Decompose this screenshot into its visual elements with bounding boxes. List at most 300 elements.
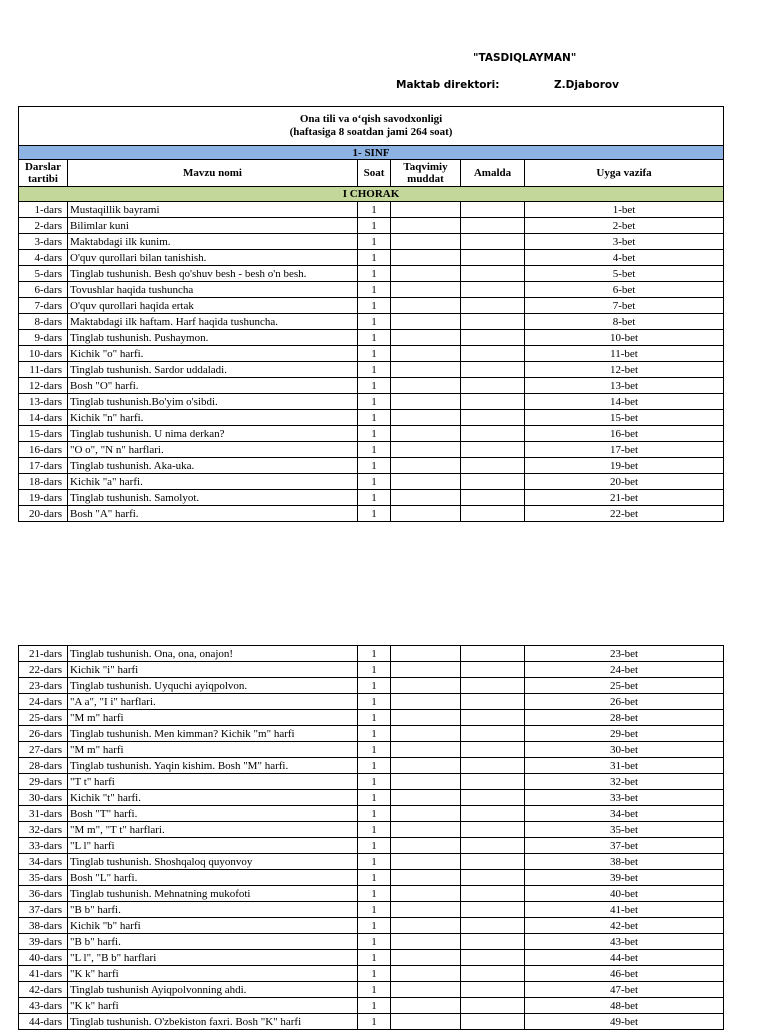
- lesson-hours: 1: [358, 474, 391, 490]
- lesson-topic: "K k" harfi: [68, 966, 358, 982]
- table-row: [19, 490, 724, 506]
- lesson-number: 20-dars: [19, 506, 68, 522]
- lesson-hours: 1: [358, 742, 391, 758]
- grade-label: 1- SINF: [19, 146, 724, 160]
- lesson-topic: Kichik "a" harfi.: [68, 474, 358, 490]
- column-header-row: [19, 160, 724, 187]
- lesson-topic: Mustaqillik bayrami: [68, 202, 358, 218]
- lesson-hours: 1: [358, 394, 391, 410]
- table-row: [19, 758, 724, 774]
- lesson-number: 24-dars: [19, 694, 68, 710]
- table-row: [19, 202, 724, 218]
- lesson-topic: Tinglab tushunish. Shoshqaloq quyonvoy: [68, 854, 358, 870]
- homework-cell: 34-bet: [525, 806, 724, 822]
- col-header-order: Darslar tartibi: [19, 160, 68, 187]
- lesson-number: 27-dars: [19, 742, 68, 758]
- lesson-number: 9-dars: [19, 330, 68, 346]
- table-row: [19, 902, 724, 918]
- lesson-topic: Tinglab tushunish. Uyquchi ayiqpolvon.: [68, 678, 358, 694]
- actual-date-cell: [461, 886, 525, 902]
- homework-cell: 14-bet: [525, 394, 724, 410]
- planned-date-cell: [391, 218, 461, 234]
- lesson-topic: Bilimlar kuni: [68, 218, 358, 234]
- table-row: [19, 934, 724, 950]
- lesson-hours: 1: [358, 1014, 391, 1030]
- lesson-number: 25-dars: [19, 710, 68, 726]
- lesson-hours: 1: [358, 998, 391, 1014]
- lesson-number: 26-dars: [19, 726, 68, 742]
- homework-cell: 49-bet: [525, 1014, 724, 1030]
- homework-cell: 30-bet: [525, 742, 724, 758]
- lesson-hours: 1: [358, 410, 391, 426]
- homework-cell: 19-bet: [525, 458, 724, 474]
- actual-date-cell: [461, 902, 525, 918]
- planned-date-cell: [391, 234, 461, 250]
- lesson-hours: 1: [358, 758, 391, 774]
- planned-date-cell: [391, 1014, 461, 1030]
- lesson-topic: "M m" harfi: [68, 742, 358, 758]
- lesson-hours: 1: [358, 346, 391, 362]
- lesson-topic: Tinglab tushunish. O'zbekiston faxri. Bosh "K" harfi: [68, 1014, 358, 1030]
- homework-cell: 48-bet: [525, 998, 724, 1014]
- lesson-number: 36-dars: [19, 886, 68, 902]
- actual-date-cell: [461, 854, 525, 870]
- actual-date-cell: [461, 806, 525, 822]
- homework-cell: 6-bet: [525, 282, 724, 298]
- homework-cell: 29-bet: [525, 726, 724, 742]
- homework-cell: 2-bet: [525, 218, 724, 234]
- lesson-number: 14-dars: [19, 410, 68, 426]
- lesson-hours: 1: [358, 838, 391, 854]
- lesson-hours: 1: [358, 982, 391, 998]
- lesson-number: 34-dars: [19, 854, 68, 870]
- lesson-hours: 1: [358, 266, 391, 282]
- planned-date-cell: [391, 474, 461, 490]
- lesson-number: 6-dars: [19, 282, 68, 298]
- actual-date-cell: [461, 218, 525, 234]
- table-row: [19, 966, 724, 982]
- director-label: Maktab direktori:: [396, 79, 500, 91]
- lesson-number: 5-dars: [19, 266, 68, 282]
- homework-cell: 17-bet: [525, 442, 724, 458]
- table-row: [19, 694, 724, 710]
- actual-date-cell: [461, 394, 525, 410]
- homework-cell: 28-bet: [525, 710, 724, 726]
- lesson-topic: "L l" harfi: [68, 838, 358, 854]
- lesson-number: 31-dars: [19, 806, 68, 822]
- actual-date-cell: [461, 710, 525, 726]
- lesson-number: 10-dars: [19, 346, 68, 362]
- lesson-topic: Kichik "b" harfi: [68, 918, 358, 934]
- lesson-number: 43-dars: [19, 998, 68, 1014]
- lesson-number: 22-dars: [19, 662, 68, 678]
- planned-date-cell: [391, 362, 461, 378]
- lesson-topic: Tinglab tushunish. Ona, ona, onajon!: [68, 646, 358, 662]
- actual-date-cell: [461, 426, 525, 442]
- lesson-number: 41-dars: [19, 966, 68, 982]
- lesson-number: 32-dars: [19, 822, 68, 838]
- actual-date-cell: [461, 490, 525, 506]
- homework-cell: 15-bet: [525, 410, 724, 426]
- actual-date-cell: [461, 646, 525, 662]
- actual-date-cell: [461, 790, 525, 806]
- lesson-topic: Tinglab tushunish. Yaqin kishim. Bosh "M" harfi.: [68, 758, 358, 774]
- table-row: [19, 266, 724, 282]
- planned-date-cell: [391, 250, 461, 266]
- lesson-topic: Maktabdagi ilk haftam. Harf haqida tushuncha.: [68, 314, 358, 330]
- table-row: [19, 854, 724, 870]
- actual-date-cell: [461, 742, 525, 758]
- quarter-label: I CHORAK: [19, 187, 724, 202]
- lesson-number: 30-dars: [19, 790, 68, 806]
- homework-cell: 25-bet: [525, 678, 724, 694]
- actual-date-cell: [461, 410, 525, 426]
- planned-date-cell: [391, 694, 461, 710]
- lesson-topic: "M m" harfi: [68, 710, 358, 726]
- actual-date-cell: [461, 266, 525, 282]
- planned-date-cell: [391, 902, 461, 918]
- actual-date-cell: [461, 774, 525, 790]
- lesson-hours: 1: [358, 426, 391, 442]
- table-row: [19, 822, 724, 838]
- lesson-number: 17-dars: [19, 458, 68, 474]
- planned-date-cell: [391, 506, 461, 522]
- lesson-number: 40-dars: [19, 950, 68, 966]
- lesson-topic: Tinglab tushunish. Samolyot.: [68, 490, 358, 506]
- table-row: [19, 726, 724, 742]
- table-row: [19, 982, 724, 998]
- table-row: [19, 410, 724, 426]
- table-title: [19, 107, 724, 146]
- planned-date-cell: [391, 458, 461, 474]
- lesson-hours: 1: [358, 250, 391, 266]
- table-row: [19, 474, 724, 490]
- lesson-topic: Tinglab tushunish. Pushaymon.: [68, 330, 358, 346]
- actual-date-cell: [461, 250, 525, 266]
- lesson-hours: 1: [358, 362, 391, 378]
- homework-cell: 32-bet: [525, 774, 724, 790]
- homework-cell: 38-bet: [525, 854, 724, 870]
- lesson-number: 33-dars: [19, 838, 68, 854]
- lesson-number: 38-dars: [19, 918, 68, 934]
- homework-cell: 46-bet: [525, 966, 724, 982]
- table-row: [19, 282, 724, 298]
- homework-cell: 12-bet: [525, 362, 724, 378]
- lesson-topic: O'quv qurollari bilan tanishish.: [68, 250, 358, 266]
- actual-date-cell: [461, 314, 525, 330]
- lesson-hours: 1: [358, 314, 391, 330]
- actual-date-cell: [461, 346, 525, 362]
- approval-heading: "TASDIQLAYMAN": [473, 52, 577, 64]
- lesson-number: 2-dars: [19, 218, 68, 234]
- table-row: [19, 790, 724, 806]
- actual-date-cell: [461, 202, 525, 218]
- lesson-number: 29-dars: [19, 774, 68, 790]
- table-row: [19, 662, 724, 678]
- actual-date-cell: [461, 998, 525, 1014]
- table-row: [19, 838, 724, 854]
- planned-date-cell: [391, 790, 461, 806]
- actual-date-cell: [461, 918, 525, 934]
- homework-cell: 10-bet: [525, 330, 724, 346]
- planned-date-cell: [391, 758, 461, 774]
- lesson-topic: "B b" harfi.: [68, 934, 358, 950]
- actual-date-cell: [461, 1014, 525, 1030]
- table-row: [19, 806, 724, 822]
- lesson-topic: Tinglab tushunish.Bo'yim o'sibdi.: [68, 394, 358, 410]
- table-row: [19, 1014, 724, 1030]
- lesson-topic: Tinglab tushunish. Besh qo'shuv besh - besh o'n besh.: [68, 266, 358, 282]
- lesson-number: 37-dars: [19, 902, 68, 918]
- actual-date-cell: [461, 362, 525, 378]
- homework-cell: 5-bet: [525, 266, 724, 282]
- col-header-actual: Amalda: [461, 160, 525, 187]
- actual-date-cell: [461, 662, 525, 678]
- table-row: [19, 442, 724, 458]
- homework-cell: 37-bet: [525, 838, 724, 854]
- lesson-topic: Bosh "A" harfi.: [68, 506, 358, 522]
- planned-date-cell: [391, 646, 461, 662]
- lesson-hours: 1: [358, 950, 391, 966]
- lesson-number: 12-dars: [19, 378, 68, 394]
- planned-date-cell: [391, 950, 461, 966]
- col-header-topic: Mavzu nomi: [68, 160, 358, 187]
- lesson-hours: 1: [358, 934, 391, 950]
- lesson-hours: 1: [358, 710, 391, 726]
- planned-date-cell: [391, 410, 461, 426]
- lesson-topic: Bosh "L" harfi.: [68, 870, 358, 886]
- lesson-hours: 1: [358, 378, 391, 394]
- actual-date-cell: [461, 758, 525, 774]
- planned-date-cell: [391, 822, 461, 838]
- homework-cell: 24-bet: [525, 662, 724, 678]
- planned-date-cell: [391, 490, 461, 506]
- lesson-hours: 1: [358, 678, 391, 694]
- table-row: [19, 886, 724, 902]
- lesson-hours: 1: [358, 870, 391, 886]
- homework-cell: 16-bet: [525, 426, 724, 442]
- planned-date-cell: [391, 838, 461, 854]
- planned-date-cell: [391, 330, 461, 346]
- planned-date-cell: [391, 314, 461, 330]
- table-row: [19, 426, 724, 442]
- table-row: [19, 378, 724, 394]
- lesson-hours: 1: [358, 234, 391, 250]
- planned-date-cell: [391, 726, 461, 742]
- lesson-number: 7-dars: [19, 298, 68, 314]
- lesson-topic: Tinglab tushunish. Mehnatning mukofoti: [68, 886, 358, 902]
- table-row: [19, 314, 724, 330]
- lesson-hours: 1: [358, 298, 391, 314]
- planned-date-cell: [391, 998, 461, 1014]
- lesson-number: 13-dars: [19, 394, 68, 410]
- table-row: [19, 870, 724, 886]
- lesson-hours: 1: [358, 490, 391, 506]
- planned-date-cell: [391, 282, 461, 298]
- planned-date-cell: [391, 934, 461, 950]
- actual-date-cell: [461, 458, 525, 474]
- lesson-hours: 1: [358, 902, 391, 918]
- homework-cell: 47-bet: [525, 982, 724, 998]
- actual-date-cell: [461, 838, 525, 854]
- actual-date-cell: [461, 282, 525, 298]
- lesson-number: 23-dars: [19, 678, 68, 694]
- table-row: [19, 774, 724, 790]
- lesson-hours: 1: [358, 790, 391, 806]
- col-header-hours: Soat: [358, 160, 391, 187]
- actual-date-cell: [461, 982, 525, 998]
- lesson-hours: 1: [358, 918, 391, 934]
- planned-date-cell: [391, 854, 461, 870]
- planned-date-cell: [391, 678, 461, 694]
- homework-cell: 42-bet: [525, 918, 724, 934]
- lesson-topic: Tinglab tushunish. Sardor uddaladi.: [68, 362, 358, 378]
- lesson-hours: 1: [358, 330, 391, 346]
- lesson-hours: 1: [358, 282, 391, 298]
- table-row: [19, 234, 724, 250]
- lesson-topic: Tinglab tushunish. Aka-uka.: [68, 458, 358, 474]
- table-row: [19, 742, 724, 758]
- lesson-topic: Tovushlar haqida tushuncha: [68, 282, 358, 298]
- lesson-topic: Bosh "O" harfi.: [68, 378, 358, 394]
- table-row: [19, 458, 724, 474]
- homework-cell: 22-bet: [525, 506, 724, 522]
- actual-date-cell: [461, 234, 525, 250]
- table-row: [19, 298, 724, 314]
- planned-date-cell: [391, 870, 461, 886]
- homework-cell: 26-bet: [525, 694, 724, 710]
- table-row: [19, 998, 724, 1014]
- lesson-hours: 1: [358, 726, 391, 742]
- planned-date-cell: [391, 710, 461, 726]
- lesson-topic: "B b" harfi.: [68, 902, 358, 918]
- lesson-hours: 1: [358, 886, 391, 902]
- lesson-topic: Kichik "t" harfi.: [68, 790, 358, 806]
- planned-date-cell: [391, 806, 461, 822]
- homework-cell: 3-bet: [525, 234, 724, 250]
- hours-summary: (haftasiga 8 soatdan jami 264 soat): [289, 126, 453, 138]
- homework-cell: 39-bet: [525, 870, 724, 886]
- planned-date-cell: [391, 966, 461, 982]
- homework-cell: 35-bet: [525, 822, 724, 838]
- homework-cell: 43-bet: [525, 934, 724, 950]
- actual-date-cell: [461, 966, 525, 982]
- lesson-number: 16-dars: [19, 442, 68, 458]
- lesson-number: 1-dars: [19, 202, 68, 218]
- lesson-hours: 1: [358, 774, 391, 790]
- table-row: [19, 918, 724, 934]
- homework-cell: 11-bet: [525, 346, 724, 362]
- lesson-number: 8-dars: [19, 314, 68, 330]
- planned-date-cell: [391, 982, 461, 998]
- homework-cell: 7-bet: [525, 298, 724, 314]
- homework-cell: 21-bet: [525, 490, 724, 506]
- planned-date-cell: [391, 886, 461, 902]
- planned-date-cell: [391, 298, 461, 314]
- lesson-topic: Tinglab tushunish. Men kimman? Kichik "m" harfi: [68, 726, 358, 742]
- actual-date-cell: [461, 822, 525, 838]
- planned-date-cell: [391, 346, 461, 362]
- col-header-homework: Uyga vazifa: [525, 160, 724, 187]
- lesson-topic: Maktabdagi ilk kunim.: [68, 234, 358, 250]
- lesson-hours: 1: [358, 806, 391, 822]
- lesson-hours: 1: [358, 442, 391, 458]
- table-row: [19, 394, 724, 410]
- lesson-hours: 1: [358, 822, 391, 838]
- actual-date-cell: [461, 694, 525, 710]
- planned-date-cell: [391, 378, 461, 394]
- lesson-topic: Tinglab tushunish Ayiqpolvonning ahdi.: [68, 982, 358, 998]
- homework-cell: 20-bet: [525, 474, 724, 490]
- lesson-number: 19-dars: [19, 490, 68, 506]
- lesson-hours: 1: [358, 202, 391, 218]
- planned-date-cell: [391, 442, 461, 458]
- planned-date-cell: [391, 774, 461, 790]
- lesson-number: 39-dars: [19, 934, 68, 950]
- homework-cell: 40-bet: [525, 886, 724, 902]
- homework-cell: 33-bet: [525, 790, 724, 806]
- lesson-number: 15-dars: [19, 426, 68, 442]
- lesson-hours: 1: [358, 966, 391, 982]
- actual-date-cell: [461, 934, 525, 950]
- actual-date-cell: [461, 330, 525, 346]
- lesson-plan-table-page2: [18, 645, 724, 1030]
- actual-date-cell: [461, 442, 525, 458]
- subject-title: Ona tili va o‘qish savodxonligi: [299, 113, 443, 125]
- lesson-hours: 1: [358, 854, 391, 870]
- lesson-hours: 1: [358, 218, 391, 234]
- homework-cell: 44-bet: [525, 950, 724, 966]
- actual-date-cell: [461, 678, 525, 694]
- planned-date-cell: [391, 918, 461, 934]
- actual-date-cell: [461, 474, 525, 490]
- lesson-topic: "A a", "I i" harflari.: [68, 694, 358, 710]
- lesson-topic: Bosh "T" harfi.: [68, 806, 358, 822]
- lesson-number: 11-dars: [19, 362, 68, 378]
- lesson-topic: "K k" harfi: [68, 998, 358, 1014]
- lesson-topic: "L l", "B b" harflari: [68, 950, 358, 966]
- lesson-hours: 1: [358, 694, 391, 710]
- table-row: [19, 330, 724, 346]
- homework-cell: 31-bet: [525, 758, 724, 774]
- lesson-hours: 1: [358, 646, 391, 662]
- col-header-planned-date: Taqvimiy muddat: [391, 160, 461, 187]
- lesson-topic: Kichik "o" harfi.: [68, 346, 358, 362]
- actual-date-cell: [461, 506, 525, 522]
- table-row: [19, 250, 724, 266]
- planned-date-cell: [391, 266, 461, 282]
- table-row: [19, 710, 724, 726]
- homework-cell: 23-bet: [525, 646, 724, 662]
- homework-cell: 4-bet: [525, 250, 724, 266]
- actual-date-cell: [461, 726, 525, 742]
- lesson-number: 21-dars: [19, 646, 68, 662]
- table-row: [19, 346, 724, 362]
- lesson-number: 44-dars: [19, 1014, 68, 1030]
- director-name: Z.Djaborov: [554, 79, 619, 91]
- lesson-number: 42-dars: [19, 982, 68, 998]
- lesson-topic: Kichik "i" harfi: [68, 662, 358, 678]
- planned-date-cell: [391, 426, 461, 442]
- lesson-topic: "O o", "N n" harflari.: [68, 442, 358, 458]
- planned-date-cell: [391, 202, 461, 218]
- lesson-number: 3-dars: [19, 234, 68, 250]
- homework-cell: 13-bet: [525, 378, 724, 394]
- lesson-topic: Tinglab tushunish. U nima derkan?: [68, 426, 358, 442]
- lesson-topic: O'quv qurollari haqida ertak: [68, 298, 358, 314]
- homework-cell: 41-bet: [525, 902, 724, 918]
- lesson-number: 18-dars: [19, 474, 68, 490]
